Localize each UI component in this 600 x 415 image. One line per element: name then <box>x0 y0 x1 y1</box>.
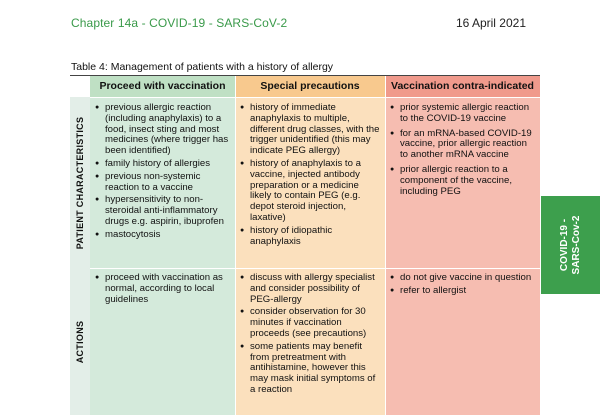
list-item: ● hypersensitivity to non-steroidal anti-inflammatory drugs e.g. aspirin, ibuprofen <box>95 195 231 227</box>
allergy-management-table <box>70 76 540 415</box>
header-corner <box>70 76 90 97</box>
list-item: ● for an mRNA-based COVID-19 vaccine, prior allergic reaction to another mRNA vaccine <box>390 129 532 161</box>
list-item: ● consider observation for 30 minutes if vaccination proceeds (see precautions) <box>240 307 381 339</box>
list-item: ● history of anaphylaxis to a vaccine, injected antibody preparation or a medicine likely to contain PEG (e.g. depot steroid injection, laxative) <box>240 159 381 224</box>
row-label-actions <box>70 268 90 415</box>
chapter-side-tab-line2: SARS-Cov-2 <box>570 215 582 275</box>
row-label-patient-characteristics <box>70 97 90 268</box>
list-item: ● discuss with allergy specialist and consider possibility of PEG-allergy <box>240 273 381 305</box>
list-item: ● some patients may benefit from pretreatment with antihistamine, however this may mask initial symptoms of a reaction <box>240 342 381 396</box>
row-label-patient-characteristics-text: PATIENT CHARACTERISTICS <box>75 116 85 249</box>
row-divider <box>90 268 540 269</box>
chapter-heading: Chapter 14a - COVID-19 - SARS-CoV-2 <box>71 16 288 30</box>
column-header-contra: Vaccination contra-indicated <box>385 76 540 97</box>
list-item: ● previous non-systemic reaction to a vaccine <box>95 172 231 194</box>
row-label-actions-text: ACTIONS <box>75 320 85 363</box>
list-item: ● history of idiopathic anaphylaxis <box>240 226 381 248</box>
cell-characteristics-contra <box>385 97 540 268</box>
cell-characteristics-proceed <box>90 97 235 268</box>
cell-actions-contra <box>385 268 540 415</box>
column-divider <box>385 76 386 415</box>
table-title: Table 4: Management of patients with a history of allergy <box>71 61 334 73</box>
list-item: ● history of immediate anaphylaxis to multiple, different drug classes, with the trigger unidentified (this may indicate PEG allergy) <box>240 103 381 157</box>
chapter-side-tab-label <box>559 216 583 275</box>
list-item: ● prior allergic reaction to a component of the vaccine, including PEG <box>390 165 532 197</box>
chapter-side-tab <box>541 196 600 294</box>
document-date: 16 April 2021 <box>455 16 526 30</box>
list-item: ● prior systemic allergic reaction to the COVID-19 vaccine <box>390 103 532 125</box>
list-item: ● refer to allergist <box>390 286 532 297</box>
cell-actions-proceed <box>90 268 235 415</box>
list-item: ● proceed with vaccination as normal, according to local guidelines <box>95 273 231 305</box>
cell-characteristics-special <box>235 97 385 268</box>
column-header-proceed: Proceed with vaccination <box>90 76 235 97</box>
chapter-side-tab-line1: COVID-19 - <box>558 218 570 272</box>
cell-actions-special <box>235 268 385 415</box>
column-divider <box>235 76 236 415</box>
list-item: ● do not give vaccine in question <box>390 273 532 284</box>
list-item: ● family history of allergies <box>95 159 231 170</box>
list-item: ● previous allergic reaction (including anaphylaxis) to a food, insect sting and most medicines (where trigger has been identified) <box>95 103 231 157</box>
list-item: ● mastocytosis <box>95 230 231 241</box>
column-header-special: Special precautions <box>235 76 385 97</box>
header-divider <box>90 97 540 98</box>
